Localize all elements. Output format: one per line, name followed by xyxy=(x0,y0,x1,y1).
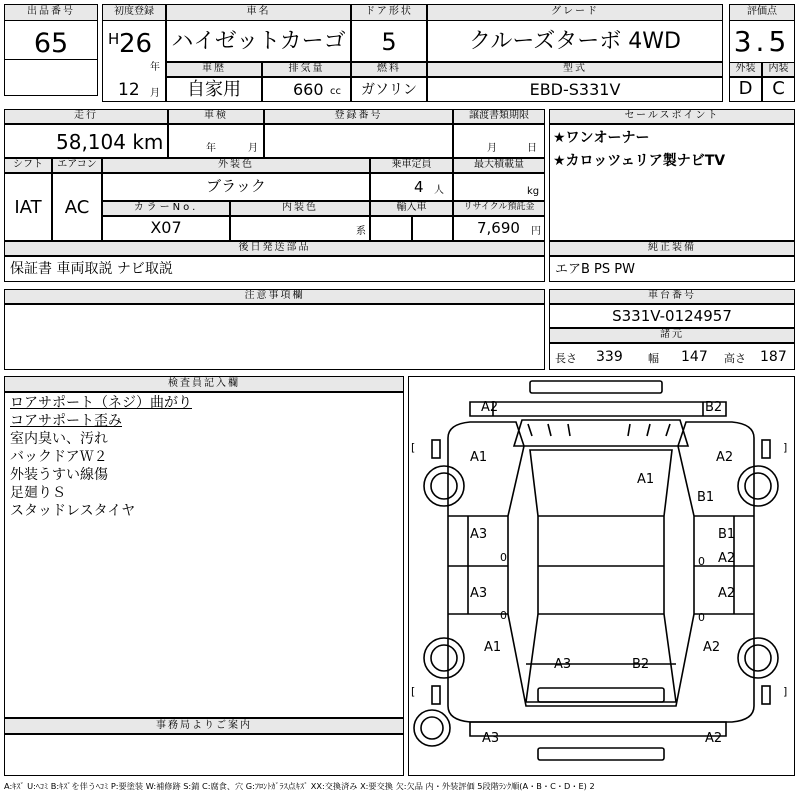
inspector-note-3: 室内臭い、汚れ xyxy=(10,431,108,447)
rear-bumper xyxy=(538,688,664,702)
history-label: 車歴 xyxy=(202,63,226,74)
lot-value: 65 xyxy=(33,28,69,59)
zero-mark: 0 xyxy=(500,609,507,622)
office-cell xyxy=(4,734,404,776)
wheel-rear-right xyxy=(738,638,778,678)
capacity-label: 乗車定員 xyxy=(391,159,432,170)
model-label: 型式 xyxy=(563,63,587,74)
width-label: 幅 xyxy=(648,352,659,365)
damage-mark: A2 xyxy=(718,551,736,566)
fuel-value: ガソリン xyxy=(361,82,417,98)
lot-label: 出品番号 xyxy=(27,6,75,17)
bracket-mark: ] xyxy=(783,685,788,698)
office-label: 事務局よりご案内 xyxy=(156,720,252,731)
body-outline xyxy=(448,422,754,722)
bracket-mark: [ xyxy=(411,441,416,454)
damage-mark: B1 xyxy=(718,527,736,542)
car-name-value: ハイゼットカーゴ xyxy=(171,29,346,54)
mileage-value: 58,104 km xyxy=(56,130,164,154)
month-value: 12 xyxy=(118,80,140,100)
model-value: EBD-S331V xyxy=(529,80,621,99)
front-panel xyxy=(470,402,726,416)
score-label: 評価点 xyxy=(747,6,777,17)
bracket-mark: ] xyxy=(783,441,788,454)
recycle-label: リサイクル預託金 xyxy=(463,202,535,212)
inspector-note-4: バックドアＷ２ xyxy=(10,449,108,465)
shift-value: IAT xyxy=(14,197,42,218)
exterior-value: D xyxy=(738,78,753,99)
front-bumper xyxy=(530,381,662,393)
caution-label: 注意事項欄 xyxy=(244,290,305,301)
inspection-year-unit: 年 xyxy=(206,143,216,154)
chassis-label: 車台番号 xyxy=(648,290,696,301)
score-value: 3.5 xyxy=(733,25,791,58)
grade-label: グレード xyxy=(551,6,599,17)
ac-label: エアコン xyxy=(57,159,97,170)
history-value: 自家用 xyxy=(187,79,241,100)
interior-value: C xyxy=(772,78,785,99)
damage-mark: A2 xyxy=(703,640,721,655)
equip-value: エアB PS PW xyxy=(555,262,635,277)
import-cell-b xyxy=(412,216,453,241)
equip-label: 純正装備 xyxy=(648,242,696,253)
month-unit: 月 xyxy=(150,88,160,99)
grade-value: クルーズターボ 4WD xyxy=(469,29,681,54)
door-value: 5 xyxy=(381,28,397,56)
chassis-value: S331V-0124957 xyxy=(612,307,732,325)
displacement-value: 660 xyxy=(293,80,324,99)
reg-no-cell xyxy=(264,124,453,158)
inspector-note-5: 外装うすい線傷 xyxy=(10,467,108,483)
caution-cell xyxy=(4,304,545,370)
damage-mark: A3 xyxy=(470,586,488,601)
lot-blank xyxy=(4,59,98,96)
inspection-label: 車検 xyxy=(204,110,228,121)
year-value: 26 xyxy=(119,29,153,59)
selling-label: セールスポイント xyxy=(624,110,720,121)
fuel-label: 燃料 xyxy=(377,63,401,74)
recycle-unit: 円 xyxy=(531,226,541,237)
capacity-unit: 人 xyxy=(434,185,444,196)
height-label: 高さ xyxy=(724,352,746,365)
later-parts-label: 後日発送部品 xyxy=(238,242,311,253)
zero-mark: 0 xyxy=(698,555,705,568)
inspector-note-6: 足廻りＳ xyxy=(10,485,66,501)
length-label: 長さ xyxy=(555,352,577,365)
import-label: 輸入車 xyxy=(396,202,427,213)
damage-mark: A3 xyxy=(470,527,488,542)
damage-mark: A1 xyxy=(470,450,488,465)
inspection-month-unit: 月 xyxy=(248,143,258,154)
damage-mark: B1 xyxy=(697,490,715,505)
era-prefix: H xyxy=(108,30,120,48)
wheel-front-left xyxy=(424,466,464,506)
car-diagram xyxy=(408,376,795,776)
capacity-value: 4 xyxy=(414,178,424,196)
exterior-label: 外装 xyxy=(735,63,756,74)
legend-text: A:ｷｽﾞ U:ﾍｺﾐ B:ｷｽﾞを伴うﾍｺﾐ P:要塗装 W:補修跡 S:錆 C:腐食、穴 G:ﾌﾛﾝﾄｶﾞﾗｽ点ｷｽﾞ XX:交換済み X:要交換 欠:欠品 内・外装評価 5段階ﾗﾝｸ順(A・B・C・D・E) 2 xyxy=(4,781,595,791)
import-cell-a xyxy=(370,216,412,241)
later-parts-value: 保証書 車両取説 ナビ取説 xyxy=(10,261,173,277)
damage-mark: A2 xyxy=(718,586,736,601)
damage-mark: A3 xyxy=(554,657,572,672)
car-name-label: 車名 xyxy=(246,6,271,17)
rear-panel xyxy=(470,722,726,736)
inspector-label: 検査員記入欄 xyxy=(168,378,240,389)
displacement-unit: cc xyxy=(330,86,341,97)
inspector-note-7: スタッドレスタイヤ xyxy=(10,503,136,519)
displacement-label: 排気量 xyxy=(288,63,325,74)
zero-mark: 0 xyxy=(698,611,705,624)
windshield xyxy=(514,420,688,446)
dims-label: 諸元 xyxy=(660,329,684,340)
height-value: 187 xyxy=(760,349,787,365)
transfer-month-unit: 月 xyxy=(487,143,497,154)
reg-no-label: 登録番号 xyxy=(334,110,383,121)
damage-mark: A2 xyxy=(716,450,734,465)
color-no-value: X07 xyxy=(150,218,182,237)
mileage-label: 走行 xyxy=(74,110,98,121)
color-no-label: カラーNo. xyxy=(133,202,199,213)
transfer-day-unit: 日 xyxy=(527,143,537,154)
damage-mark: A1 xyxy=(484,640,502,655)
transfer-label: 譲渡書類期限 xyxy=(469,110,529,121)
year-unit: 年 xyxy=(150,62,160,73)
first-reg-label: 初度登録 xyxy=(114,6,154,17)
ac-value: AC xyxy=(64,197,90,218)
load-label: 最大積載量 xyxy=(474,159,524,170)
damage-mark: B2 xyxy=(705,400,723,415)
spare-tire xyxy=(414,710,450,746)
wheel-front-right xyxy=(738,466,778,506)
width-value: 147 xyxy=(681,349,708,365)
interior-label: 内装 xyxy=(768,63,789,74)
int-color-label: 内装色 xyxy=(282,202,318,213)
dims-cell xyxy=(549,343,795,370)
load-unit: kg xyxy=(527,186,540,197)
selling-point-2: ★カロッツェリア製ナビTV xyxy=(553,153,726,169)
door-label: ドア形状 xyxy=(365,6,413,17)
damage-mark: A2 xyxy=(481,400,499,415)
damage-mark: A3 xyxy=(482,731,500,746)
inspector-note-2: コアサポート歪み xyxy=(10,413,122,429)
length-value: 339 xyxy=(596,349,623,365)
damage-mark: B2 xyxy=(632,657,650,672)
recycle-value: 7,690 xyxy=(477,219,520,237)
bracket-mark: [ xyxy=(411,685,416,698)
damage-mark: A1 xyxy=(637,472,655,487)
damage-mark: A2 xyxy=(705,731,723,746)
zero-mark: 0 xyxy=(500,551,507,564)
shift-label: シフト xyxy=(13,159,43,170)
ext-color-label: 外装色 xyxy=(218,159,254,170)
inspector-note-1: ロアサポート（ネジ）曲がり xyxy=(10,395,192,411)
ext-color-value: ブラック xyxy=(206,177,266,195)
int-color-cell xyxy=(230,216,370,241)
wheel-rear-left xyxy=(424,638,464,678)
int-color-unit: 系 xyxy=(356,226,366,237)
selling-point-1: ★ワンオーナー xyxy=(553,130,650,146)
